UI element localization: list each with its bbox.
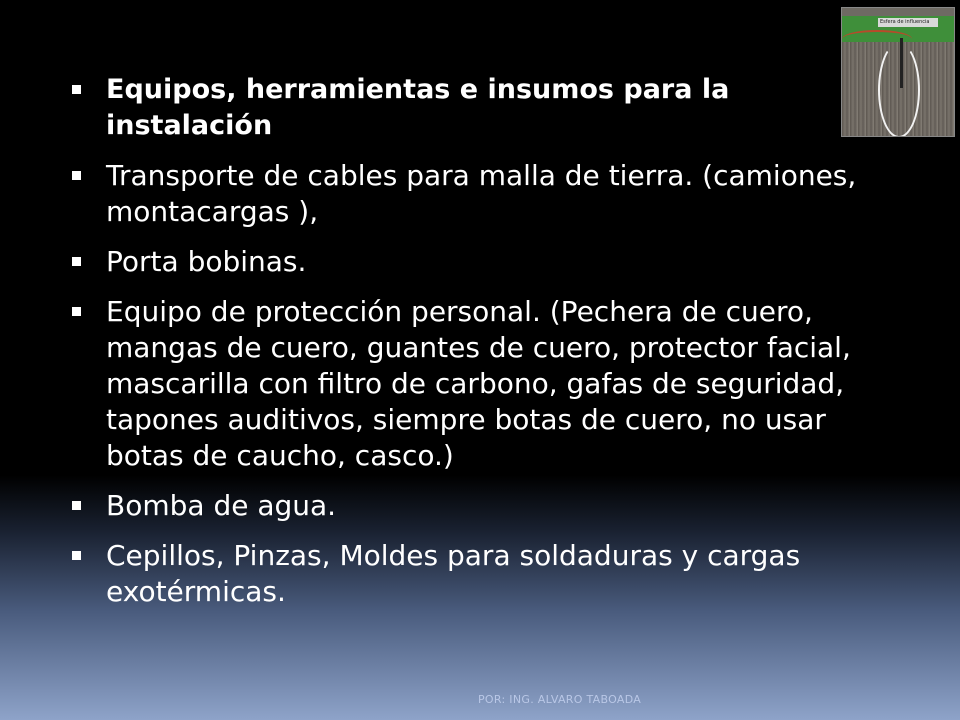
bullet-item [70,488,900,524]
bullet-item [70,244,900,280]
square-bullet-icon [72,85,81,94]
bullet-item [70,538,900,610]
square-bullet-icon [72,551,81,560]
influence-sphere [878,42,920,137]
grounding-thumbnail-image [841,7,955,137]
bullet-item [70,72,900,144]
bullet-text: Transporte de cables para malla de tierra. (camiones, montacargas ), [106,159,857,228]
bullet-text: Cepillos, Pinzas, Moldes para soldaduras y cargas exotérmicas. [106,539,801,608]
square-bullet-icon [72,501,81,510]
bullet-text: Equipos, herramientas e insumos para la instalación [106,74,730,141]
bullet-text: Equipo de protección personal. (Pechera de cuero, mangas de cuero, guantes de cuero, protector facial, mascarilla con filtro de carbono, gafas de seguridad, tapones auditivos, siempre botas de cuero, no usar botas de caucho, casco.) [106,295,851,472]
square-bullet-icon [72,307,81,316]
thumbnail-caption: Esfera de influencia [880,19,930,25]
bullet-text: Porta bobinas. [106,245,307,278]
slide-content [70,72,900,624]
square-bullet-icon [72,257,81,266]
square-bullet-icon [72,171,81,180]
bullet-text: Bomba de agua. [106,489,337,522]
bullet-list [70,72,900,610]
bullet-item [70,294,900,474]
bullet-item [70,158,900,230]
slide-footer: POR: ING. ALVARO TABOADA [478,693,642,706]
